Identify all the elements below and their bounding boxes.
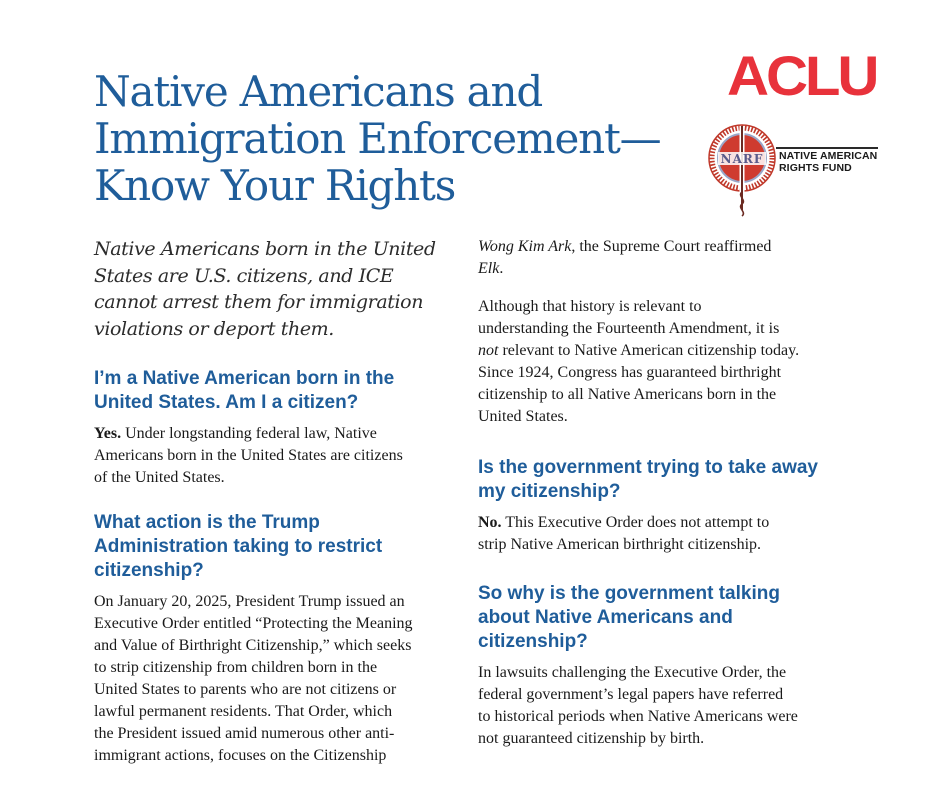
page-title (94, 68, 694, 209)
answer-text: This Executive Order does not attempt to (501, 514, 770, 531)
text-fragment: . (499, 260, 504, 277)
text-line (478, 258, 848, 280)
answer-line: In lawsuits challenging the Executive Order, the (478, 664, 787, 681)
question-line: United States. Am I a citizen? (94, 392, 359, 413)
question-line: What action is the Trump (94, 512, 320, 533)
answer-line: to historical periods when Native Americans were (478, 708, 798, 725)
question-line: I’m a Native American born in the (94, 368, 395, 389)
answer-line: immigrant actions, focuses on the Citizenship (94, 747, 387, 764)
text-line: Although that history is relevant to (478, 298, 702, 315)
question-line: So why is the government talking (478, 583, 780, 604)
answer-line: of the United States. (94, 469, 225, 486)
aclu-logo: ACLU (727, 44, 877, 107)
text-line: citizenship to all Native Americans born in the (478, 386, 777, 403)
answer-line: United States to parents who are not citizens or (94, 681, 397, 698)
answer-am-i-citizen (94, 423, 464, 489)
answer-line: On January 20, 2025, President Trump issued an (94, 593, 405, 610)
question-line: about Native Americans and (478, 607, 733, 628)
intro-line: violations or deport them. (94, 317, 334, 340)
answer-line: Executive Order entitled “Protecting the Meaning (94, 615, 413, 632)
intro-line: States are U.S. citizens, and ICE (94, 264, 394, 287)
answer-line: Americans born in the United States are citizens (94, 447, 403, 464)
answer-line: and Value of Birthright Citizenship,” which seeks (94, 637, 412, 654)
text-line (478, 340, 848, 362)
intro-text (94, 236, 464, 342)
answer-lead: No. (478, 514, 502, 531)
answer-line: the President issued amid numerous other anti- (94, 725, 395, 742)
title-line-1: Native Americans and (94, 67, 543, 116)
text-line (478, 236, 848, 258)
question-line: citizenship? (94, 560, 204, 581)
narf-seal-text: NARF (720, 152, 764, 166)
question-why-talking (478, 582, 848, 654)
answer-lead: Yes. (94, 425, 122, 442)
answer-why-talking (478, 662, 848, 750)
question-trump-action (94, 511, 464, 583)
answer-line: not guaranteed citizenship by birth. (478, 730, 705, 747)
history-paragraph (478, 296, 848, 428)
question-line: Is the government trying to take away (478, 457, 818, 478)
narf-seal-logo (708, 122, 776, 218)
text-fragment: relevant to Native American citizenship today. (498, 342, 800, 359)
title-line-3: Know Your Rights (94, 161, 456, 210)
question-line: my citizenship? (478, 481, 621, 502)
answer-line (478, 512, 848, 534)
answer-take-away (478, 512, 848, 556)
narf-name-line-2: RIGHTS FUND (779, 161, 852, 174)
question-line: citizenship? (478, 631, 588, 652)
text-line: United States. (478, 408, 568, 425)
intro-line: cannot arrest them for immigration (94, 291, 424, 313)
text-fragment: , the Supreme Court reaffirmed (571, 238, 772, 255)
intro-line: Native Americans born in the United (94, 238, 436, 260)
case-name: Wong Kim Ark (478, 238, 572, 255)
narf-name-line-1: NATIVE AMERICAN (779, 150, 878, 162)
case-name: Elk (478, 260, 500, 277)
narf-divider (776, 147, 878, 149)
answer-trump-action (94, 591, 464, 767)
answer-line: strip Native American birthright citizenship. (478, 536, 762, 553)
text-line: Since 1924, Congress has guaranteed birthright (478, 364, 782, 381)
question-am-i-citizen (94, 367, 464, 415)
narf-name (779, 151, 877, 174)
emphasis: not (478, 342, 499, 359)
left-column (94, 236, 464, 789)
answer-line: lawful permanent residents. That Order, which (94, 703, 393, 720)
answer-line (94, 423, 464, 445)
text-line: understanding the Fourteenth Amendment, it is (478, 320, 780, 337)
right-column (478, 236, 848, 772)
answer-line: to strip citizenship from children born in the (94, 659, 378, 676)
question-line: Administration taking to restrict (94, 536, 383, 557)
continued-text (478, 236, 848, 280)
answer-text: Under longstanding federal law, Native (121, 425, 377, 442)
title-line-2: Immigration Enforcement— (94, 114, 661, 163)
answer-line: federal government’s legal papers have referred (478, 686, 784, 703)
question-take-away (478, 456, 848, 504)
